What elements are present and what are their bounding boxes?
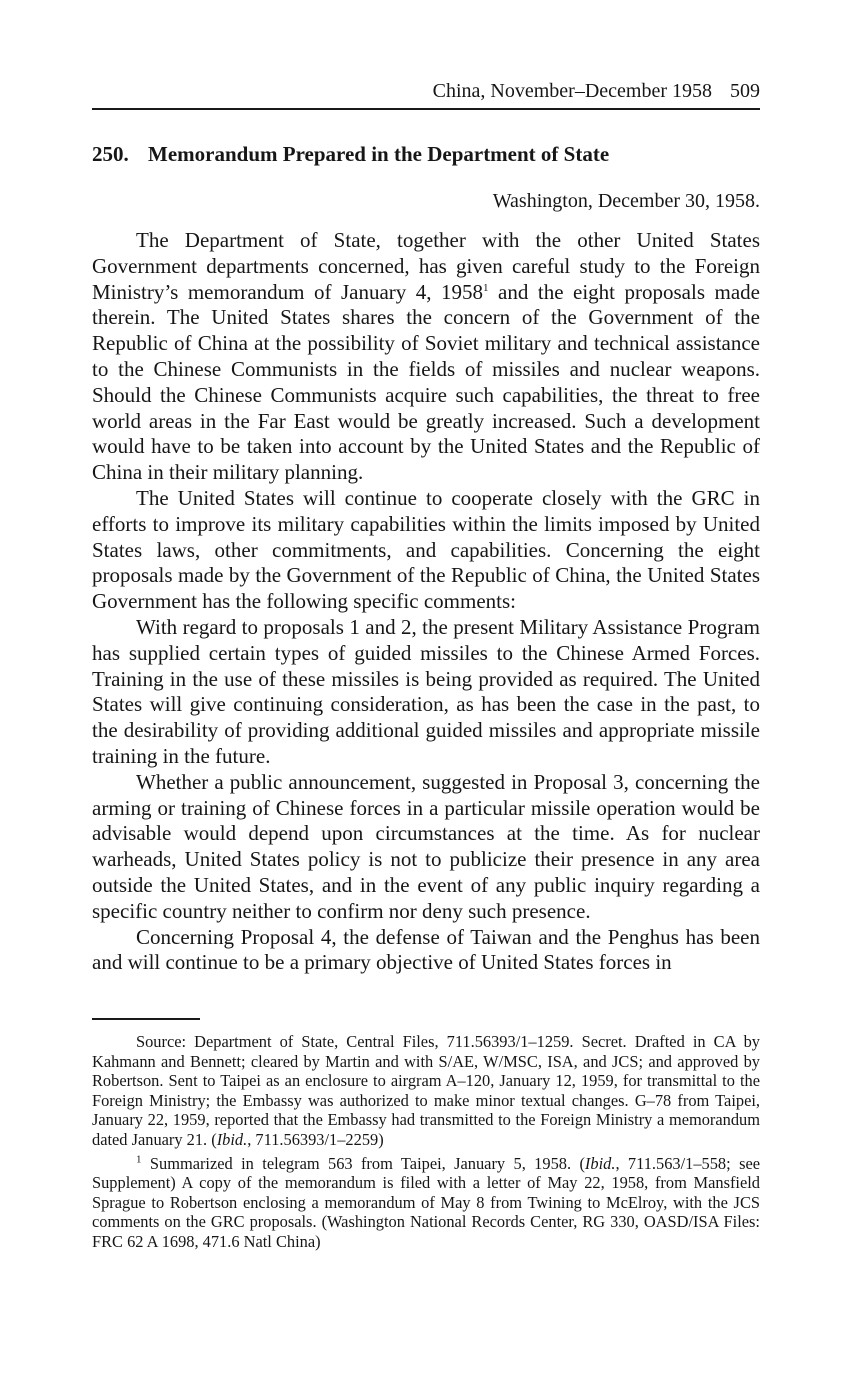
footnote-ref-1: 1	[483, 281, 489, 294]
footnote-1	[92, 1154, 760, 1252]
footnote-1-ibid: Ibid.	[584, 1153, 616, 1173]
paragraph-1-text-b: and the eight proposals made therein. The United States shares the concern of the Government of the Republic of China at the possibility of Soviet military and technical assistance to the Chinese Communists in the fields of missiles and nuclear weapons. Should the Chinese Communists acquire such capabilities, the threat to free world areas in the Far East would be greatly increased. Such a development would have to be taken into account by the United States and the Republic of China in their military planning.	[92, 279, 760, 485]
document-heading	[92, 140, 760, 168]
document-number: 250.	[92, 142, 129, 166]
paragraph-5: Concerning Proposal 4, the defense of Taiwan and the Penghus has been and will continue to be a primary objective of United States forces in	[92, 924, 760, 975]
footnote-1-text-b: , 711.563/1–558; see Supplement) A copy of the memorandum is filed with a letter of May 22, 1958, from Mansfield Sprague to Robertson enclosing a memorandum of May 8 from Twining to McElroy, with the JCS comments on the GRC proposals. (Washington National Records Center, RG 330, OASD/ISA Files: FRC 62 A 1698, 471.6 Natl China)	[92, 1153, 760, 1252]
paragraph-1	[92, 228, 760, 486]
source-note	[92, 1032, 760, 1150]
footnote-1-number: 1	[136, 1153, 142, 1166]
source-note-text-b: , 711.56393/1–2259)	[247, 1130, 384, 1150]
footnotes	[92, 1032, 760, 1252]
running-title: China, November–December 1958	[432, 80, 712, 102]
footnote-divider	[92, 1018, 200, 1020]
document-page	[92, 78, 760, 1256]
page-number: 509	[730, 80, 760, 102]
paragraph-2: The United States will continue to cooperate closely with the GRC in efforts to improve its military capabilities within the limits imposed by United States laws, other commitments, and capabilities. Concerning the eight proposals made by the Government of the Republic of China, the United States Government has the following specific comments:	[92, 485, 760, 614]
source-note-ibid: Ibid.	[216, 1130, 248, 1150]
dateline: Washington, December 30, 1958.	[492, 190, 760, 212]
body-text	[92, 228, 760, 976]
paragraph-3: With regard to proposals 1 and 2, the present Military Assistance Program has supplied certain types of guided missiles to the Chinese Armed Forces. Training in the use of these missiles is being provided as required. The United States will give continuing consideration, as has been the case in the past, to the desirability of providing additional guided missiles and appropriate missile training in the future.	[92, 614, 760, 768]
paragraph-1-text-a: The Department of State, together with the other United States Government departments concerned, has given careful study to the Foreign Ministry’s memorandum of January 4, 1958	[92, 228, 760, 304]
running-header	[92, 78, 760, 110]
footnote-1-text-a: Summarized in telegram 563 from Taipei, January 5, 1958. (	[141, 1153, 585, 1173]
source-note-text-a: Source: Department of State, Central Files, 711.56393/1–1259. Secret. Drafted in CA by Kahmann and Bennett; cleared by Martin and with S/AE, W/MSC, ISA, and JCS; and approved by Robertson. Sent to Taipei as an enclosure to airgram A–120, January 12, 1959, for transmittal to the Foreign Ministry; the Embassy was authorized to make minor textual changes. G–78 from Taipei, January 22, 1959, reported that the Embassy had transmitted to the Foreign Ministry a memorandum dated January 21. (	[92, 1032, 760, 1150]
paragraph-4: Whether a public announcement, suggested in Proposal 3, concerning the arming or training of Chinese forces in a particular missile operation would be advisable would depend upon circumstances at the time. As for nuclear warheads, United States policy is not to publicize their presence in any area outside the United States, and in the event of any public inquiry regarding a specific country neither to confirm nor deny such presence.	[92, 769, 760, 923]
document-title: Memorandum Prepared in the Department of State	[148, 142, 610, 166]
